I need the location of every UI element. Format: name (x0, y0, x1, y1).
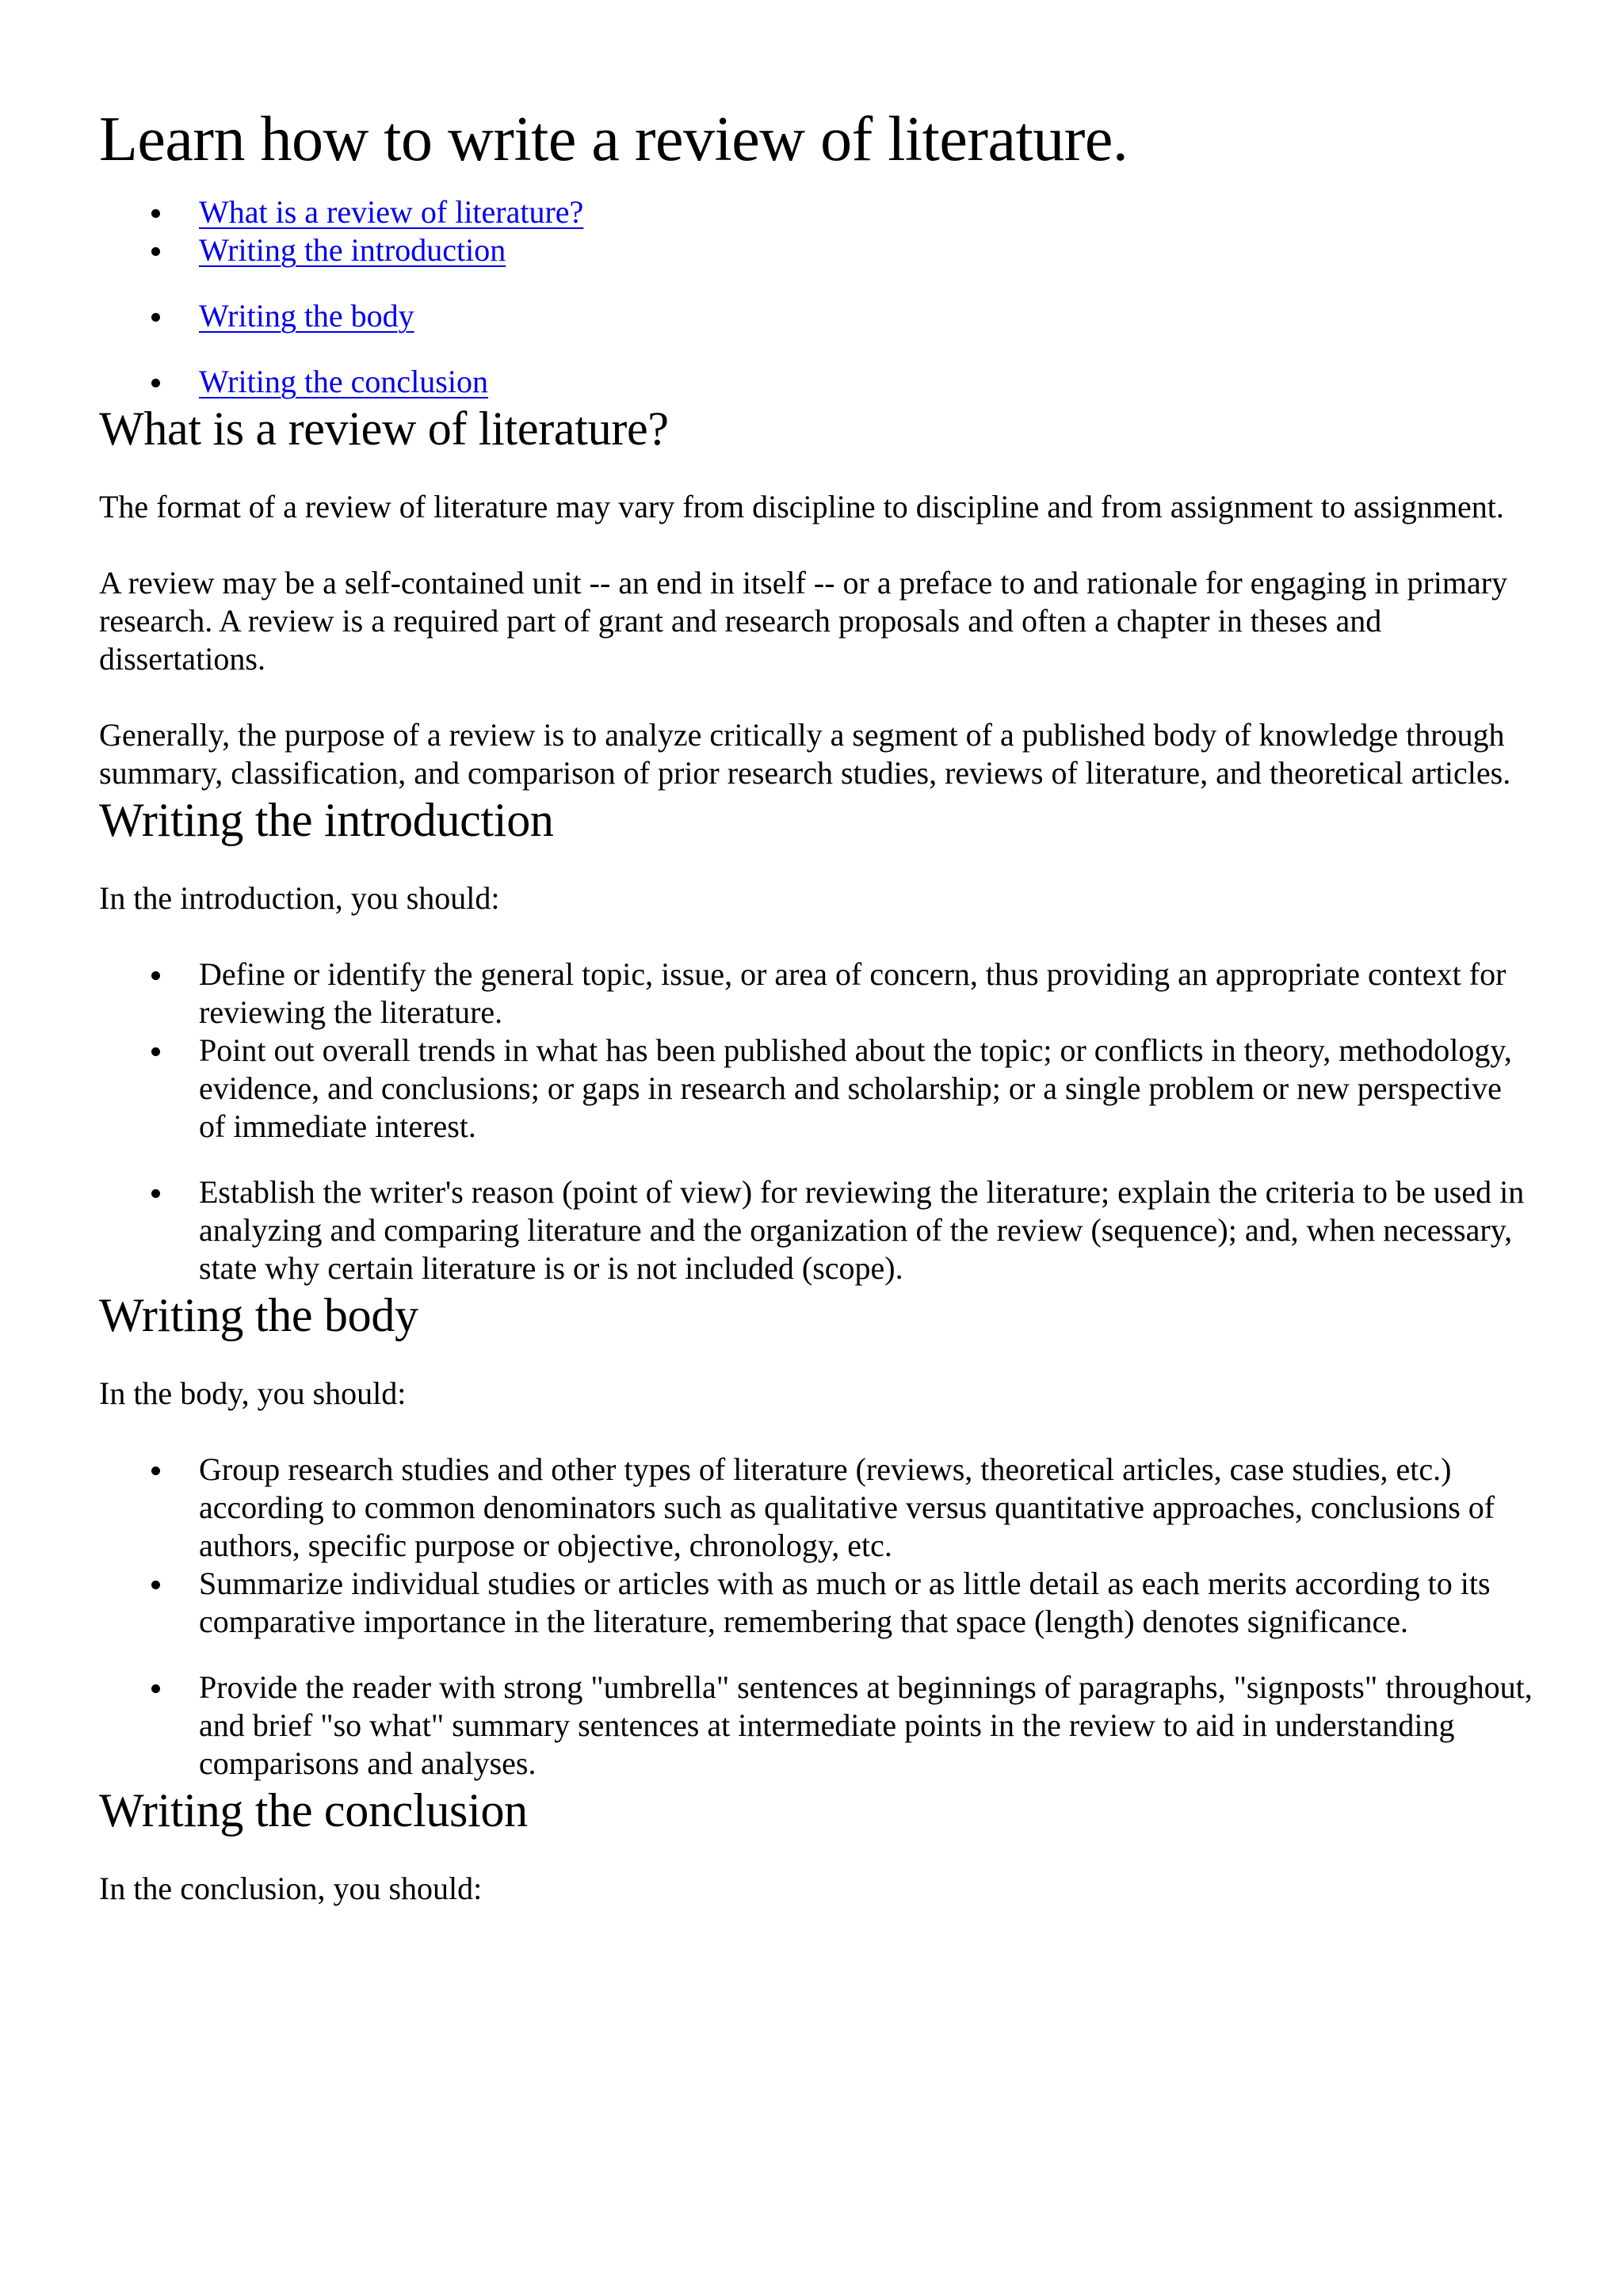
list-item: Provide the reader with strong "umbrella" sentences at beginnings of paragraphs, "signposts" throughout, and brief "so what" summary sentences at intermediate points in the review to aid in understanding comparisons and analyses. (199, 1669, 1536, 1783)
list-item: Point out overall trends in what has been published about the topic; or conflicts in theory, methodology, evidence, and conclusions; or gaps in research and scholarship; or a single problem or new perspective of immediate interest. (199, 1032, 1536, 1146)
section-lead: In the body, you should: (99, 1375, 407, 1411)
toc-link-body[interactable]: Writing the body (199, 298, 414, 334)
toc-item (199, 297, 1536, 335)
paragraph: A review may be a self-contained unit -- an end in itself -- or a preface to and rationale for engaging in primary research. A review is a required part of grant and research proposals and often a chapter in theses and dissertations. (99, 565, 1508, 677)
toc-link-what-is-review[interactable]: What is a review of literature? (199, 194, 584, 230)
section-heading-what-is-review: What is a review of literature? (99, 402, 669, 455)
introduction-list (99, 955, 1536, 1287)
section-heading-introduction: Writing the introduction (99, 794, 554, 846)
page-title: Learn how to write a review of literature. (99, 105, 1128, 174)
list-item: Summarize individual studies or articles with as much or as little detail as each merits according to its comparative importance in the literature, remembering that space (length) denotes significance. (199, 1565, 1536, 1641)
toc-link-conclusion[interactable]: Writing the conclusion (199, 364, 488, 399)
section-heading-body: Writing the body (99, 1289, 418, 1341)
section-lead: In the introduction, you should: (99, 880, 500, 916)
list-item: Define or identify the general topic, issue, or area of concern, thus providing an appropriate context for reviewing the literature. (199, 955, 1536, 1032)
table-of-contents (99, 193, 1536, 401)
list-item: Group research studies and other types of literature (reviews, theoretical articles, case studies, etc.) according to common denominators such as qualitative versus quantitative approaches, conclusions of authors, specific purpose or objective, chronology, etc. (199, 1451, 1536, 1565)
section-heading-conclusion: Writing the conclusion (99, 1784, 528, 1836)
toc-link-introduction[interactable]: Writing the introduction (199, 232, 506, 268)
paragraph: The format of a review of literature may vary from discipline to discipline and from assignment to assignment. (99, 489, 1504, 524)
list-item: Establish the writer's reason (point of view) for reviewing the literature; explain the criteria to be used in analyzing and comparing literature and the organization of the review (sequence); and, when necessary, state why certain literature is or is not included (scope). (199, 1173, 1536, 1287)
body-list (99, 1451, 1536, 1783)
toc-item (199, 231, 1536, 269)
toc-item (199, 193, 1536, 231)
section-lead: In the conclusion, you should: (99, 1871, 483, 1906)
toc-item (199, 363, 1536, 401)
paragraph: Generally, the purpose of a review is to analyze critically a segment of a published body of knowledge through summary, classification, and comparison of prior research studies, reviews of literature, and theoretical articles. (99, 717, 1511, 791)
